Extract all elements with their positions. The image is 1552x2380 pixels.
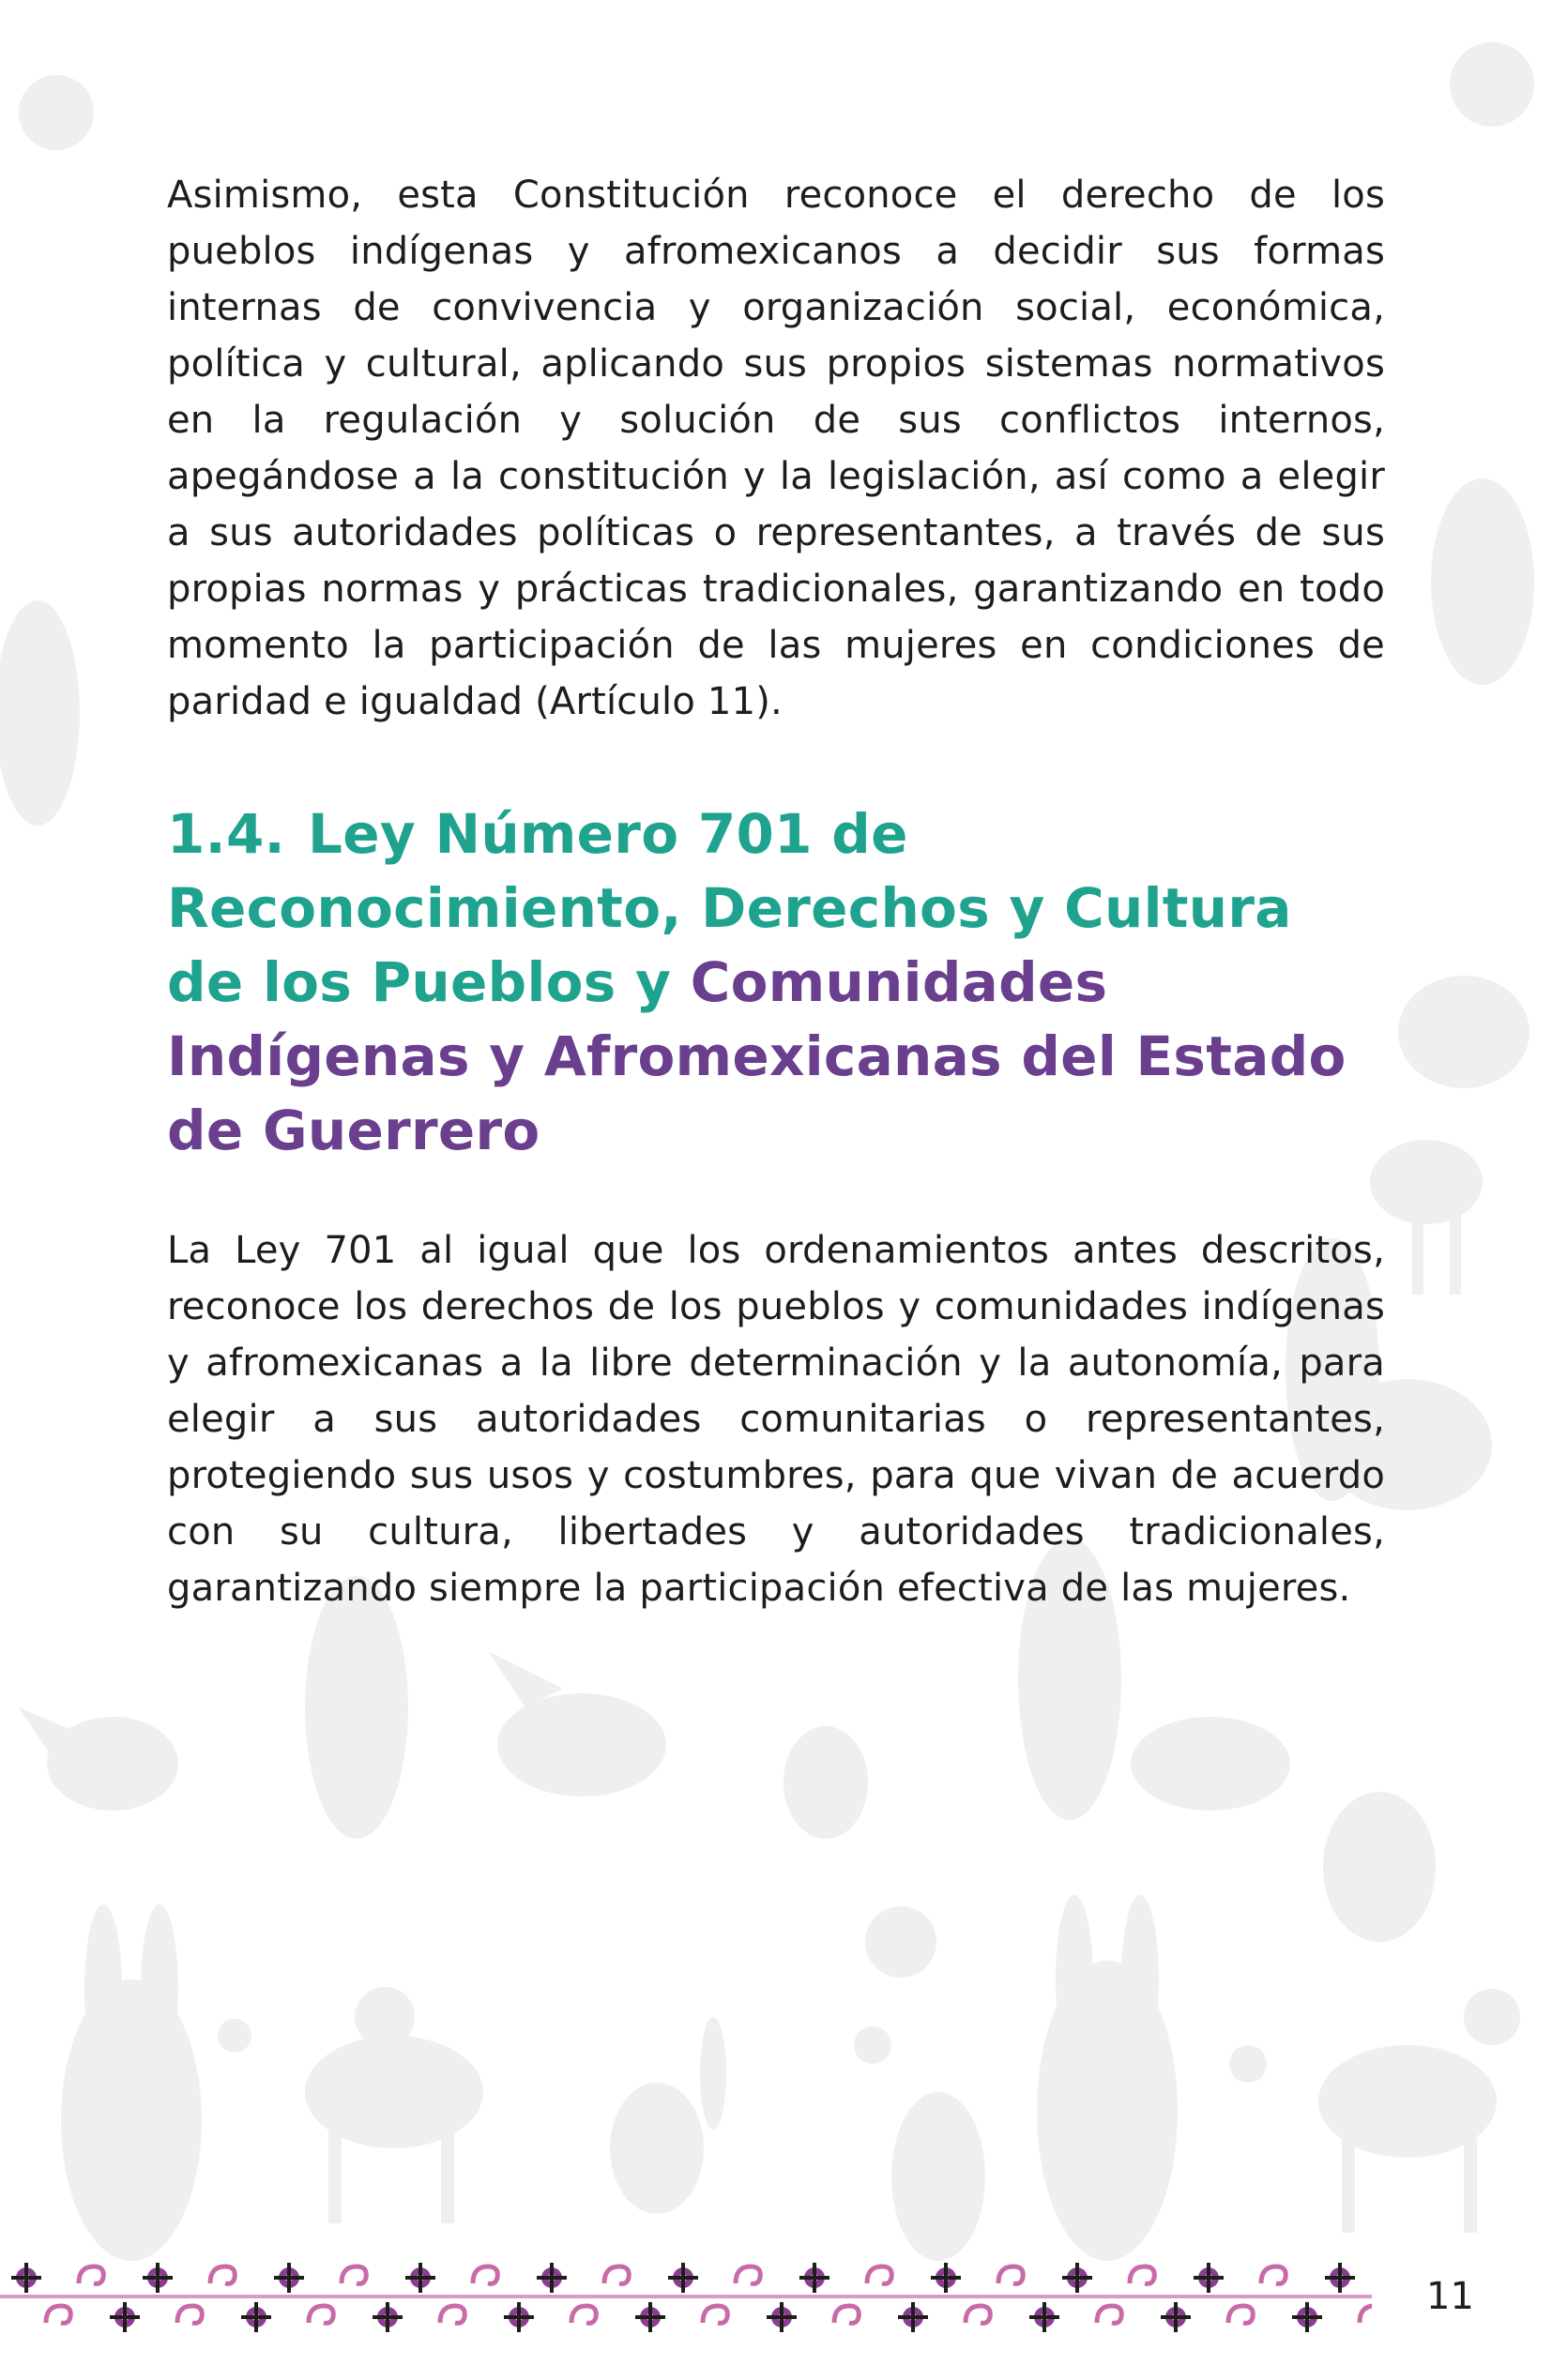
border-flower-motif (767, 2302, 797, 2332)
page-content (167, 167, 1385, 1616)
border-flower-motif (668, 2263, 698, 2293)
border-hook-motif (342, 2266, 366, 2283)
body-paragraph-2: La Ley 701 al igual que los ordenamientos antes descritos, reconoce los derechos de los pueblos y comunidades indígenas y afromexicanas a la libre determinación y la autonomía, para elegir a sus autoridades comunitarias o representantes, protegiendo sus usos y costumbres, para que vivan de acuerdo con su cultura, libertades y autoridades tradicionales, garantizando siempre la participación efectiva de las mujeres. (167, 1229, 1385, 1610)
section-title-purple: Comunidades Indígenas y Afromexicanas del Estado de Guerrero (167, 950, 1347, 1162)
border-flower-motif (635, 2302, 665, 2332)
border-flower-motif (931, 2263, 961, 2293)
border-flower-motif (537, 2263, 567, 2293)
border-flower-motif (11, 2263, 41, 2293)
border-hook-motif (867, 2266, 891, 2283)
embroidered-border (0, 2250, 1372, 2343)
border-hook-motif (309, 2306, 333, 2323)
border-hook-motif (703, 2306, 727, 2323)
border-hook-motif (998, 2266, 1023, 2283)
border-flower-motif (1029, 2302, 1059, 2332)
border-hook-motif (571, 2306, 596, 2323)
border-flower-motif (110, 2302, 140, 2332)
border-hook-motif (79, 2266, 103, 2283)
border-flower-motif (1161, 2302, 1191, 2332)
border-flower-motif (274, 2263, 304, 2293)
border-flower-motif (799, 2263, 829, 2293)
section-number: 1.4. (167, 802, 285, 866)
border-flower-motif (143, 2263, 173, 2293)
border-hook-motif (46, 2306, 70, 2323)
border-hook-motif (604, 2266, 629, 2283)
border-hook-motif (736, 2266, 760, 2283)
border-hook-motif (1360, 2306, 1372, 2323)
page-number: 11 (1426, 2275, 1474, 2318)
border-flower-motif (898, 2302, 928, 2332)
border-hook-motif (440, 2306, 464, 2323)
section-heading (167, 797, 1385, 1168)
border-hook-motif (473, 2266, 497, 2283)
body-paragraph-1: Asimismo, esta Constitución reconoce el derecho de los pueblos indígenas y afromexicanos a decidir sus formas internas de convivencia y organización social, económica, política y cultural, aplicando sus propios sistemas normativos en la regulación y solución de sus conflictos internos, apegándose a la constitución y la legislación, así como a elegir a sus autoridades políticas o representantes, a través de sus propias normas y prácticas tradicionales, garantizando en todo momento la participación de las mujeres en condiciones de paridad e igualdad (Artículo 11). (167, 174, 1385, 723)
border-flower-motif (1292, 2302, 1322, 2332)
border-flower-motif (1325, 2263, 1355, 2293)
border-flower-motif (405, 2263, 435, 2293)
border-flower-motif (504, 2302, 534, 2332)
border-hook-motif (1097, 2306, 1121, 2323)
border-hook-motif (966, 2306, 990, 2323)
border-hook-motif (834, 2306, 859, 2323)
border-flower-motif (1194, 2263, 1224, 2293)
border-flower-motif (373, 2302, 403, 2332)
section-title-teal: Ley Número 701 de Reconocimiento, Derechos y Cultura de los Pueblos y (167, 802, 1292, 1014)
border-hook-motif (1130, 2266, 1154, 2283)
border-flower-motif (241, 2302, 271, 2332)
border-hook-motif (1228, 2306, 1253, 2323)
border-hook-motif (177, 2306, 202, 2323)
border-hook-motif (1261, 2266, 1286, 2283)
border-flower-motif (1062, 2263, 1092, 2293)
border-hook-motif (210, 2266, 235, 2283)
